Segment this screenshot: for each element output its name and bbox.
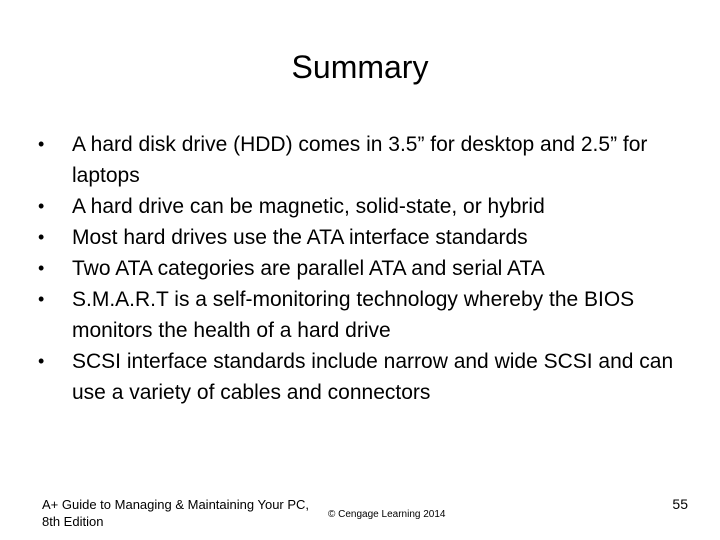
bullet-item — [0, 129, 720, 191]
slide-title: Summary — [291, 49, 429, 85]
bullet-icon: • — [38, 289, 45, 309]
bullet-item — [0, 222, 720, 253]
bullet-text: A hard disk drive (HDD) comes in 3.5” for desktop and 2.5” for laptops — [72, 133, 648, 187]
bullet-icon: • — [38, 196, 45, 216]
bullet-item — [0, 253, 720, 284]
bullet-item — [0, 191, 720, 222]
bullet-icon: • — [38, 134, 45, 154]
bullet-text: Two ATA categories are parallel ATA and serial ATA — [72, 257, 545, 280]
bullet-icon: • — [38, 258, 45, 278]
bullet-icon: • — [38, 351, 45, 371]
footer-book-title: A+ Guide to Managing & Maintaining Your PC, 8th Edition — [42, 497, 310, 529]
footer-copyright: © Cengage Learning 2014 — [328, 509, 446, 520]
footer-page-number: 55 — [672, 496, 688, 512]
bullet-text: Most hard drives use the ATA interface standards — [72, 226, 528, 249]
bullet-list — [0, 129, 720, 408]
bullet-text: SCSI interface standards include narrow and wide SCSI and can use a variety of cables and connectors — [72, 350, 674, 404]
bullet-text: A hard drive can be magnetic, solid-state, or hybrid — [72, 195, 545, 218]
bullet-text: S.M.A.R.T is a self-monitoring technology whereby the BIOS monitors the health of a hard drive — [72, 288, 635, 342]
bullet-item — [0, 284, 720, 346]
bullet-item — [0, 346, 720, 408]
bullet-icon: • — [38, 227, 45, 247]
